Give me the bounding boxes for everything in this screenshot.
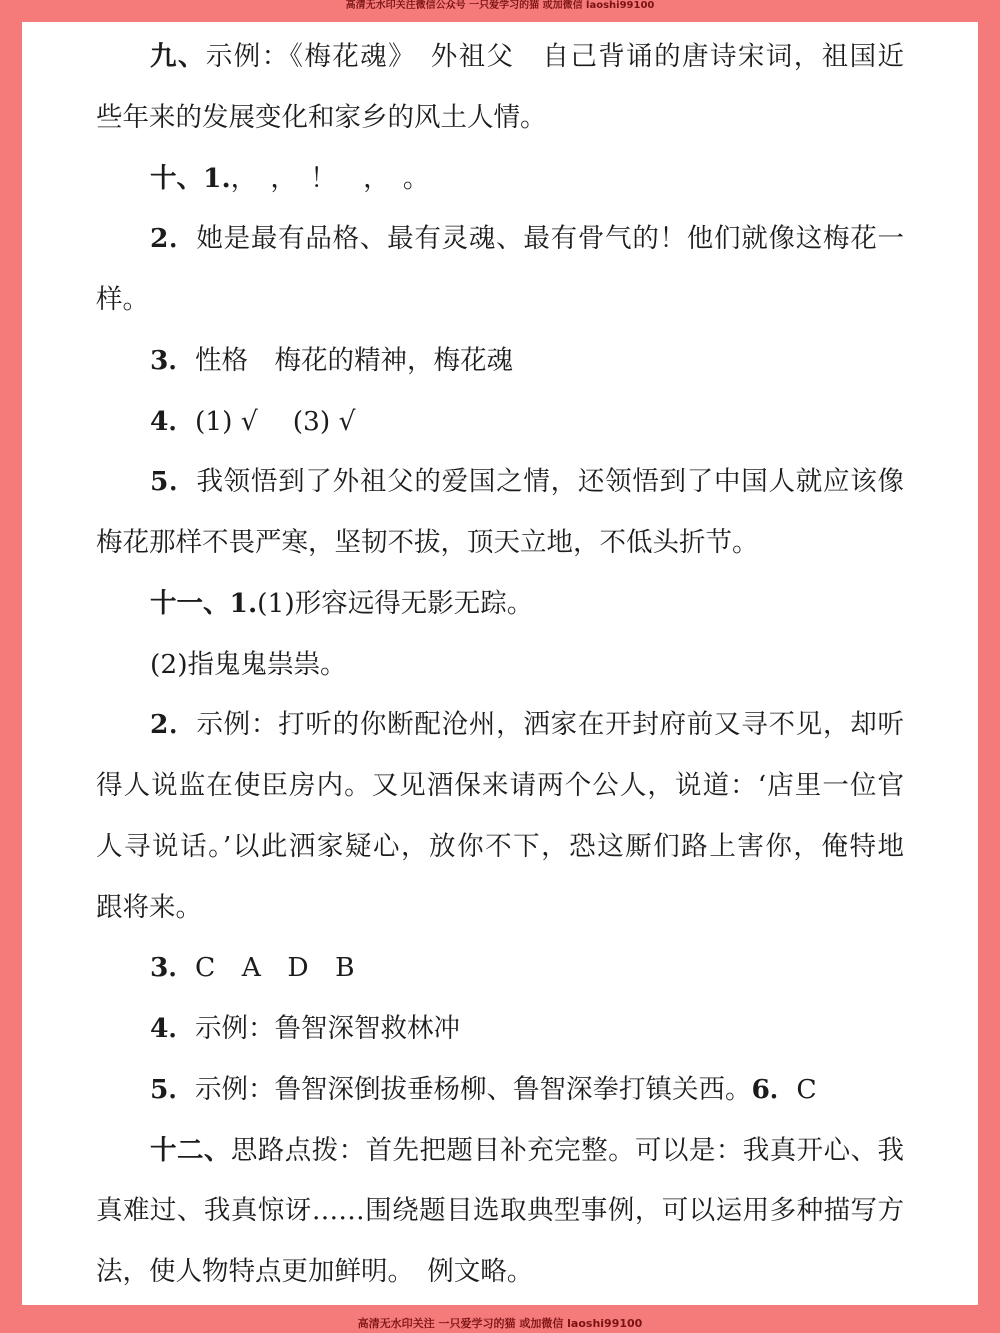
answer-text: 样。 [96,284,149,315]
answer-section-9 [96,27,904,149]
item-number: 2． [150,709,197,741]
answer-line [96,149,904,210]
answer-text: (2)指鬼鬼祟祟。 [150,648,347,680]
answer-sheet [22,22,978,1305]
answer-text: 梅花那样不畏严寒，坚韧不拔，顶天立地，不低头折节。 [96,527,759,558]
answer-text: C [796,1073,817,1105]
header-watermark: 高清无水印关注微信公众号 一只爱学习的猫 或加微信 laoshi99100 [345,0,655,11]
footer-watermark: 高清无水印关注 一只爱学习的猫 或加微信 laoshi99100 [357,1317,643,1330]
answer-text: C A D B [194,952,355,984]
answer-line [96,1060,904,1121]
answer-text: 跟将来。 [96,891,202,923]
answer-line [96,574,904,635]
answer-text: 法，使人物特点更加鲜明。 例文略。 [96,1256,534,1287]
question-number: 十一、1. [150,587,258,619]
answer-line [96,209,904,270]
answer-line [96,270,904,331]
answer-text: 示例：打听的你断配沧州，洒家在开封府前又寻不见，却听 [196,709,904,741]
answer-line [96,635,904,696]
answer-line [96,392,904,453]
item-number: 2． [150,223,197,255]
answer-text: 些年来的发展变化和家乡的风土人情。 [96,101,547,133]
answer-line [96,999,904,1060]
answer-text: 思路点拨：首先把题目补充完整。可以是：我真开心、我 [230,1134,904,1166]
question-number: 九、 [150,41,206,72]
item-number: 3． [150,952,195,984]
answer-line [96,756,904,817]
answer-line [96,1242,904,1303]
answer-text: 性格 梅花的精神，梅花魂 [194,344,513,376]
answer-line [96,878,904,939]
answer-line [96,1121,904,1182]
answer-line [96,452,904,513]
item-number: 5． [150,1073,195,1105]
item-number: 4． [150,1013,195,1044]
answer-text: 真难过、我真惊讶……围绕题目选取典型事例，可以运用多种描写方 [96,1195,904,1227]
answer-line [96,695,904,756]
answer-text: 示例：《梅花魂》 外祖父 自己背诵的唐诗宋词，祖国近 [205,41,904,72]
answer-section-11 [96,574,904,1121]
item-number: 6． [751,1073,797,1105]
answer-text: 示例：鲁智深倒拔垂杨柳、鲁智深拳打镇关西。 [194,1073,752,1105]
answer-text: 她是最有品格、最有灵魂、最有骨气的！他们就像这梅花一 [196,223,904,255]
answer-line [96,27,904,88]
answer-section-12 [96,1121,904,1303]
answer-content [96,27,904,1303]
answer-text: ， ， ！ ， 。 [230,162,430,194]
answer-section-10 [96,149,904,574]
question-number: 十二、 [150,1134,231,1166]
item-number: 3． [150,344,195,376]
answer-line [96,513,904,574]
answer-line [96,88,904,149]
answer-text: 我领悟到了外祖父的爱国之情，还领悟到了中国人就应该像 [196,466,904,498]
answer-line [96,1181,904,1242]
answer-line [96,817,904,878]
answer-text: 得人说监在使臣房内。又见酒保来请两个公人，说道：‘店里一位官 [96,770,904,801]
item-number: 4． [150,405,195,437]
question-number: 十、1. [150,162,231,194]
answer-text: 人寻说话。’以此洒家疑心，放你不下，恐这厮们路上害你，俺特地 [96,830,904,862]
item-number: 5． [150,466,197,498]
answer-line [96,938,904,999]
answer-text: (1) √ (3) √ [194,405,356,437]
answer-line [96,331,904,392]
answer-text: 示例：鲁智深智救林冲 [194,1013,460,1044]
answer-text: (1)形容远得无影无踪。 [257,587,534,619]
